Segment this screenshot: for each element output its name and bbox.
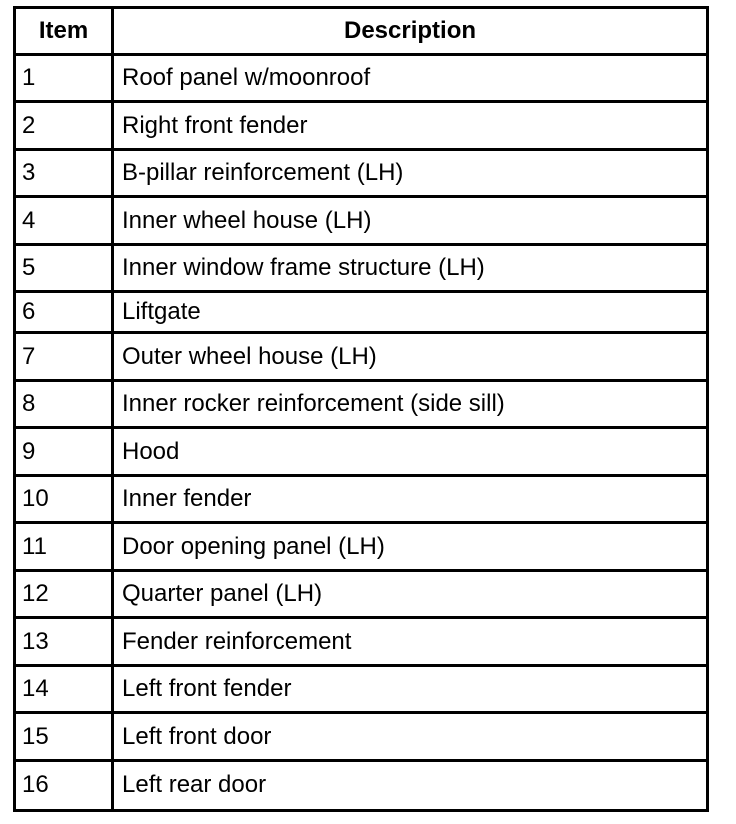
item-description: Right front fender [122,111,308,139]
item-description: Inner rocker reinforcement (side sill) [122,390,505,417]
description-column-header: Description [343,17,477,44]
item-number: 14 [22,675,49,702]
item-description: Door opening panel (LH) [122,532,385,560]
parts-legend-table [13,6,709,812]
item-description: Inner wheel house (LH) [122,206,372,234]
table-row [16,293,706,334]
item-number: 2 [22,111,36,139]
item-number: 13 [22,627,49,655]
table-header-row [16,9,706,56]
item-description: Inner window frame structure (LH) [122,254,485,281]
table-row [16,714,706,762]
item-description: Roof panel w/moonroof [122,64,371,91]
item-number: 6 [22,298,36,325]
item-description: Quarter panel (LH) [122,580,323,607]
item-number: 8 [22,390,36,417]
table-row [16,334,706,382]
item-description: B-pillar reinforcement (LH) [122,159,404,186]
item-description: Hood [122,437,180,465]
item-description: Left rear door [122,770,267,798]
table-row [16,667,706,714]
table-grid [16,9,706,807]
item-number: 3 [22,159,36,186]
table-row [16,198,706,246]
table-row [16,103,706,151]
item-description: Fender reinforcement [122,627,352,655]
item-description: Left front door [122,722,272,750]
table-row [16,382,706,429]
item-column-header: Item [38,17,89,44]
table-row [16,572,706,619]
table-row [16,429,706,477]
item-description: Outer wheel house (LH) [122,342,377,370]
table-row [16,524,706,572]
item-number: 11 [22,532,47,560]
item-number: 12 [22,580,49,607]
item-number: 4 [22,206,36,234]
item-number: 5 [22,254,36,281]
table-row [16,56,706,103]
item-number: 1 [22,64,36,91]
table-row [16,619,706,667]
item-description: Liftgate [122,298,201,325]
item-description: Inner fender [122,485,252,512]
table-row [16,246,706,293]
item-number: 9 [22,437,36,465]
table-row [16,762,706,807]
item-description: Left front fender [122,675,292,702]
item-number: 15 [22,722,49,750]
table-row [16,477,706,524]
table-row [16,151,706,198]
item-number: 10 [22,485,49,512]
item-number: 16 [22,770,49,798]
item-number: 7 [22,342,36,370]
